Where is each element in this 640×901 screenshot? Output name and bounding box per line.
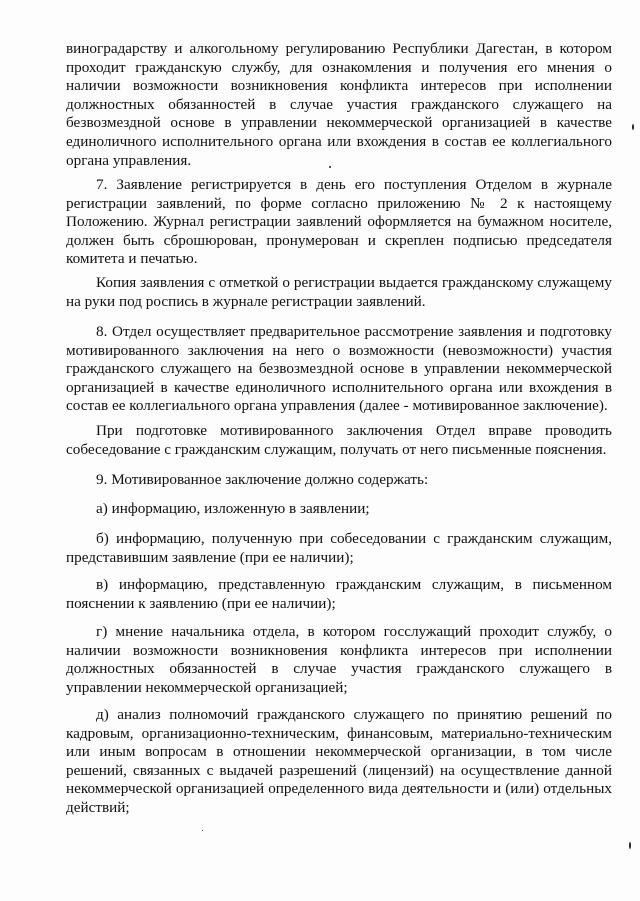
- paragraph-subitem-b: б) информацию, полученную при собеседовании с гражданским служащим, представившим заявление (при ее наличии);: [66, 530, 612, 566]
- paragraph-interview: При подготовке мотивированного заключения Отдел вправе проводить собеседование с гражданским служащим, получать от него письменные пояснения.: [66, 422, 612, 458]
- paragraph-copy-of-application: Копия заявления с отметкой о регистрации выдается гражданскому служащему на руки под роспись в журнале регистрации заявлений.: [66, 274, 612, 310]
- paragraph-subitem-d: д) анализ полномочий гражданского служащего по принятию решений по кадровым, организационно-техническим, финансовым, материально-техническим или иным вопросам в отношении некоммерческой организации, в том числе решений, связанных с выдачей разрешений (лицензий) на осуществление данной некоммерческой организацией определенного вида деятельности и (или) отдельных действий;: [66, 706, 612, 816]
- paragraph-subitem-a: а) информацию, изложенную в заявлении;: [96, 500, 370, 517]
- scan-speck: [202, 830, 203, 831]
- paragraph-continuation: виноградарству и алкогольному регулированию Республики Дагестан, в котором проходит гражданскую службу, для ознакомления и получения его мнения о наличии возможности возникновения конфликта интересов при исполнении должностных обязанностей в случае участия гражданского служащего на безвозмездной основе в управлении некоммерческой организацией в качестве единоличного исполнительного органа или вхождения в состав ее коллегиального органа управления.: [66, 40, 612, 169]
- scan-speck: [329, 166, 331, 168]
- scan-speck: [629, 842, 631, 849]
- paragraph-subitem-g: г) мнение начальника отдела, в котором госслужащий проходит службу, о наличии возможности возникновения конфликта интересов при исполнении должностных обязанностей в случае участия гражданского служащего в управлении некоммерческой организацией;: [66, 623, 612, 696]
- paragraph-subitem-v: в) информацию, представленную гражданским служащим, в письменном пояснении к заявлению (при ее наличии);: [66, 576, 612, 612]
- scan-speck: [632, 124, 634, 130]
- paragraph-item-9: 9. Мотивированное заключение должно содержать:: [96, 471, 429, 488]
- paragraph-item-7: 7. Заявление регистрируется в день его поступления Отделом в журнале регистрации заявлений, по форме согласно приложению № 2 к настоящему Положению. Журнал регистрации заявлений оформляется на бумажном носителе, должен быть сброшюрован, пронумерован и скреплен подписью председателя комитета и печатью.: [66, 176, 612, 268]
- paragraph-item-8: 8. Отдел осуществляет предварительное рассмотрение заявления и подготовку мотивированного заключения на него о возможности (невозможности) участия гражданского служащего на безвозмездной основе в управлении некоммерческой организацией в качестве единоличного исполнительного органа или вхождения в состав ее коллегиального органа управления (далее - мотивированное заключение).: [66, 323, 612, 415]
